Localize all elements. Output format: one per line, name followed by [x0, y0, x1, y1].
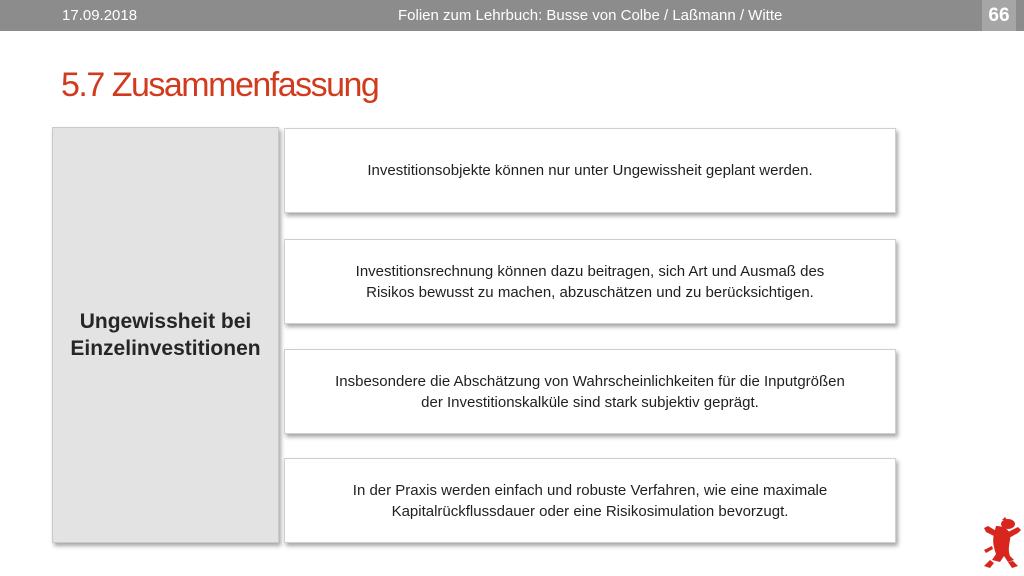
summary-text-3: Insbesondere die Abschätzung von Wahrscheinlichkeiten für die Inputgrößen der Investitionskalküle sind stark subjektiv geprägt.: [335, 372, 845, 411]
footer-title: Folien zum Lehrbuch: Busse von Colbe / Laßmann / Witte: [398, 7, 783, 24]
summary-box-1: [284, 128, 896, 213]
summary-box-3: [284, 349, 896, 434]
topic-label: Ungewissheit bei Einzelinvestitionen: [70, 310, 261, 360]
slide-date: 17.09.2018: [62, 7, 138, 24]
summary-text-1: Investitionsobjekte können nur unter Ungewissheit geplant werden.: [367, 162, 813, 179]
summary-text-2: Investitionsrechnung können dazu beitragen, sich Art und Ausmaß des Risikos bewusst zu machen, abzuschätzen und zu berücksichtigen.: [355, 262, 825, 301]
header-bar: [0, 0, 1024, 31]
summary-box-4: [284, 458, 896, 543]
summary-box-2: [284, 239, 896, 324]
topic-panel: [52, 127, 279, 543]
berlin-bear-icon: [978, 516, 1022, 574]
page-number: 66: [982, 0, 1016, 31]
slide-title: 5.7 Zusammenfassung: [61, 66, 379, 104]
summary-text-4: In der Praxis werden einfach und robuste Verfahren, wie eine maximale Kapitalrückflussdauer oder eine Risikosimulation bevorzugt.: [352, 481, 828, 520]
